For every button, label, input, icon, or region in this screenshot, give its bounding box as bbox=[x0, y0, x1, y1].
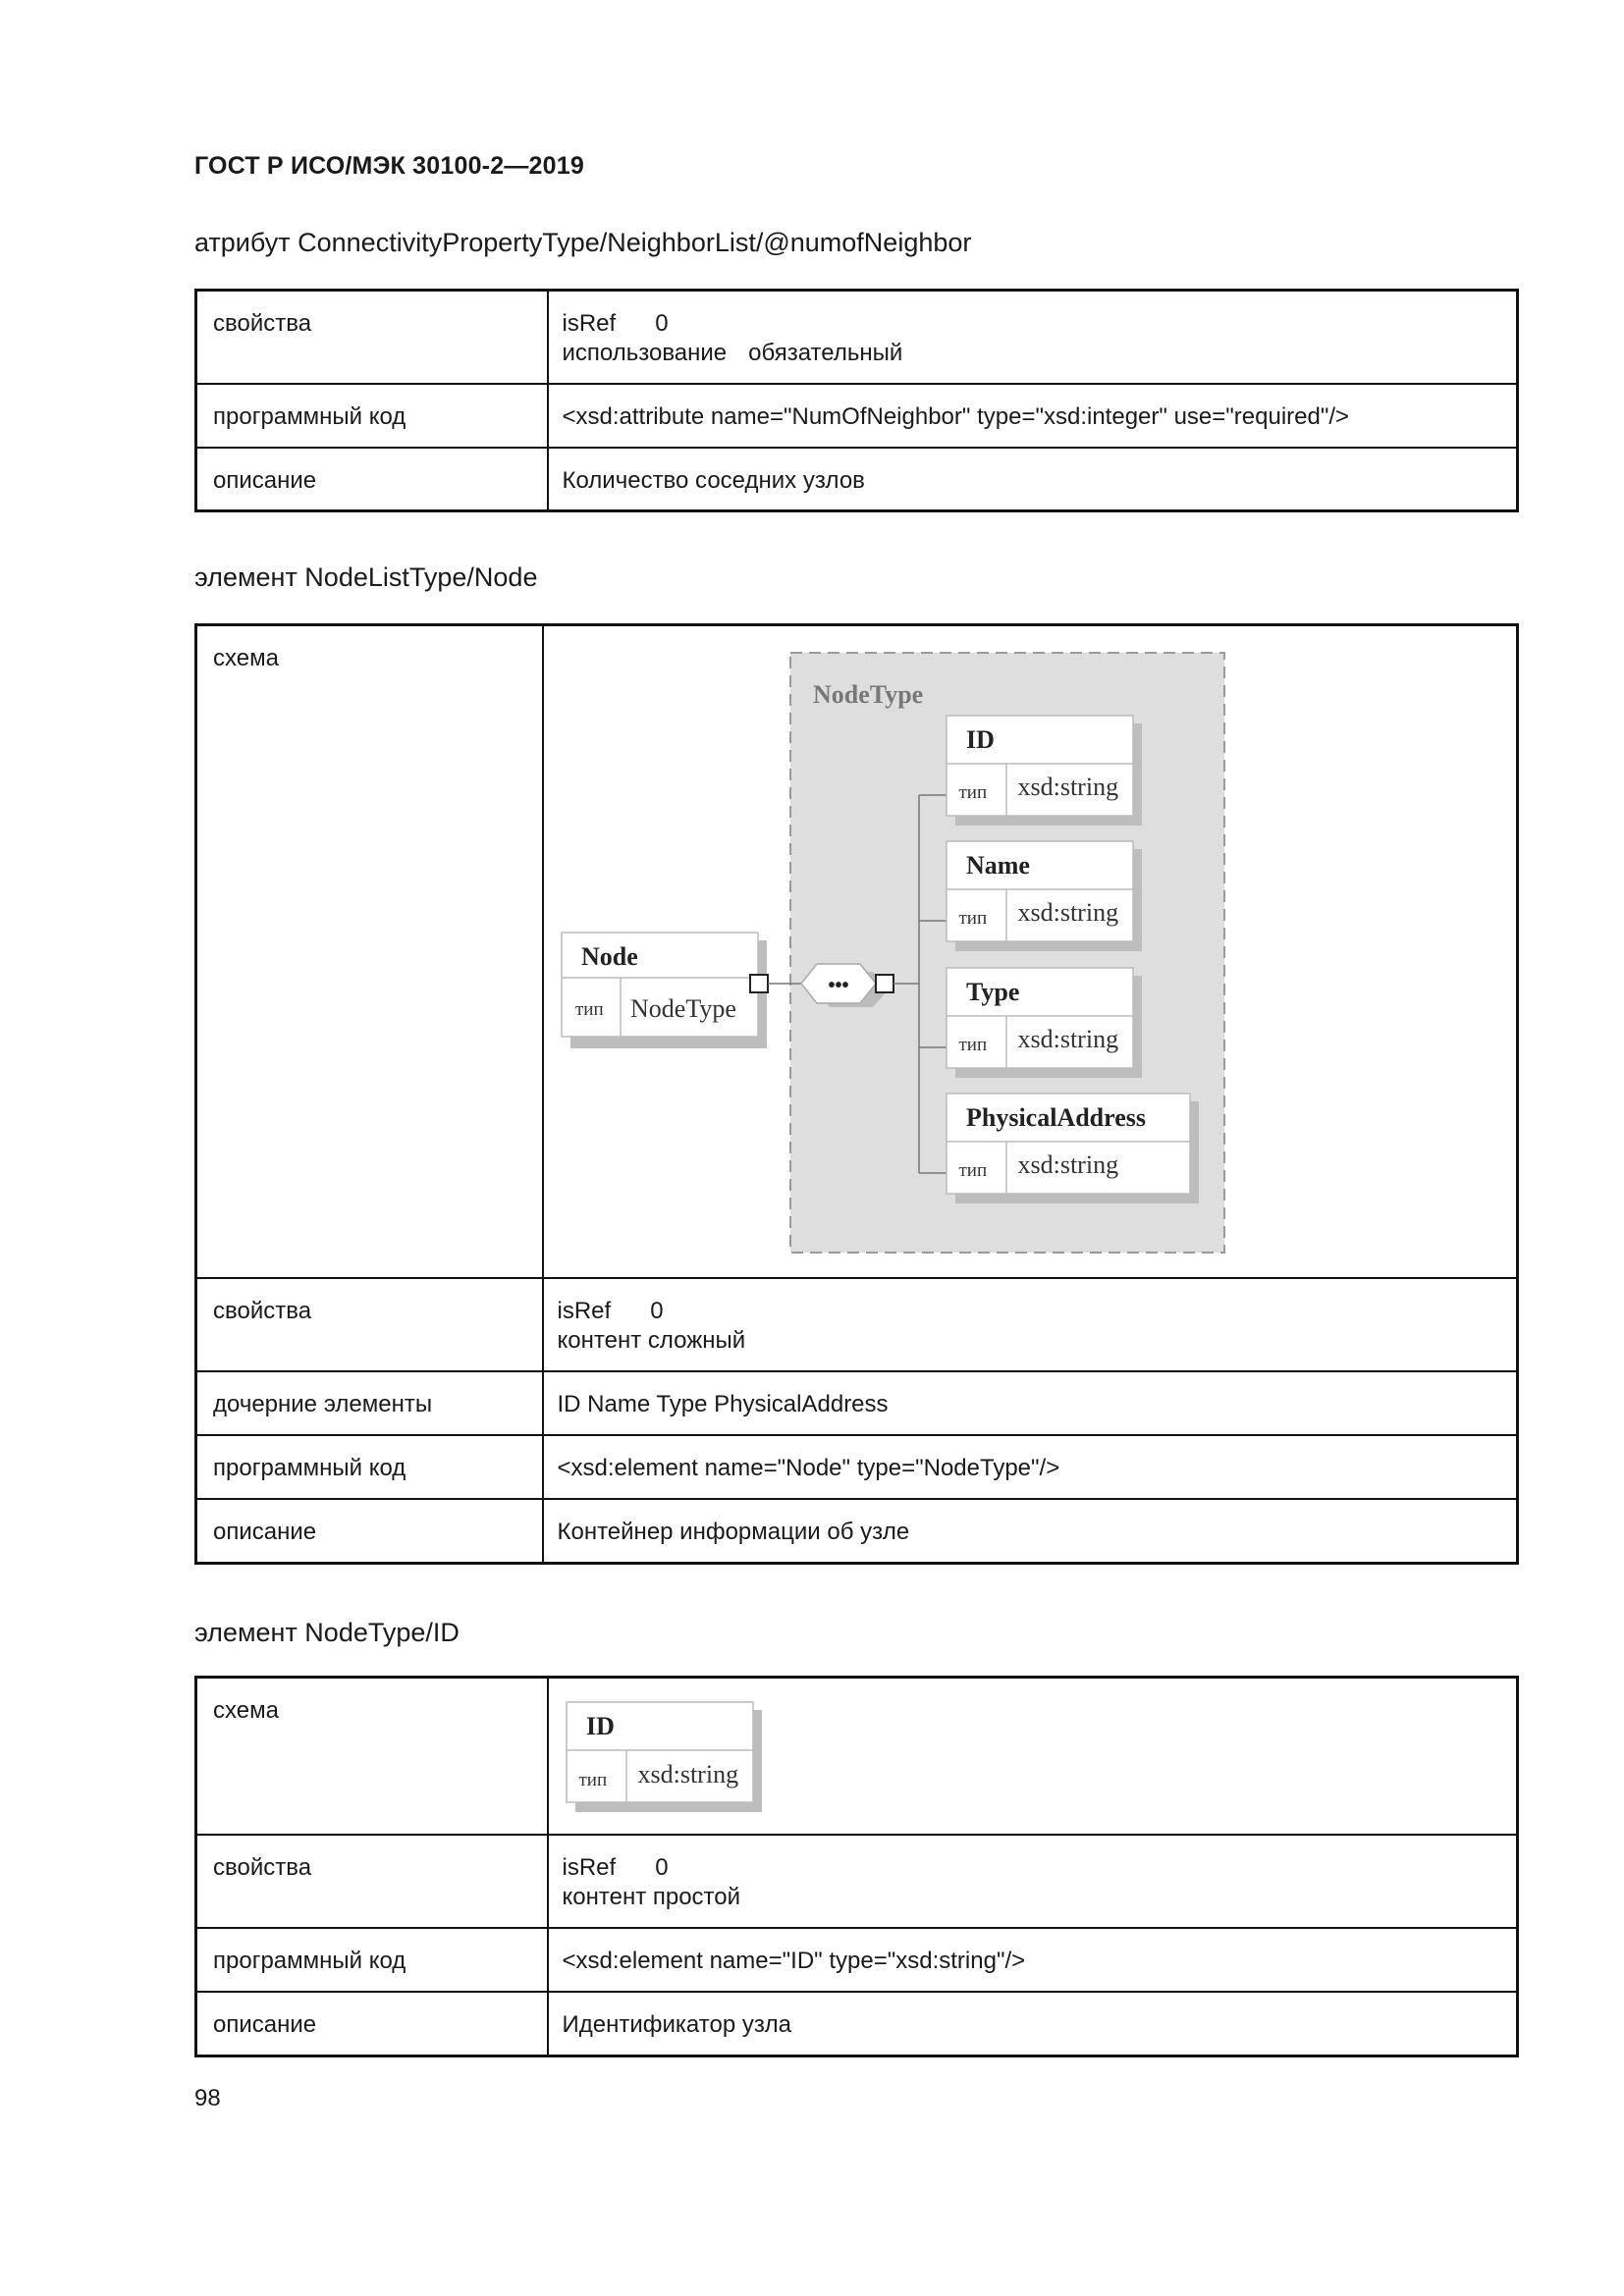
row-label: описание bbox=[196, 1992, 548, 2056]
code-cell: <xsd:element name="Node" type="NodeType"/> bbox=[543, 1435, 1518, 1499]
child-type-value: xsd:string bbox=[1017, 773, 1119, 801]
section-title-node: элемент NodeListType/Node bbox=[194, 562, 538, 592]
child-type-label: тип bbox=[958, 1035, 988, 1055]
id-schema-diagram bbox=[549, 1679, 843, 1834]
code-cell: <xsd:attribute name="NumOfNeighbor" type="xsd:integer" use="required"/> bbox=[548, 384, 1518, 448]
child-name-physicaladdress: PhysicalAddress bbox=[965, 1103, 1146, 1132]
child-type-label: тип bbox=[958, 908, 988, 929]
isref-value: 0 bbox=[650, 1298, 664, 1324]
table-row bbox=[196, 1835, 1518, 1928]
isref-key: isRef bbox=[562, 1854, 617, 1881]
id-spec-table bbox=[194, 1676, 1519, 2057]
row-label: схема bbox=[196, 1678, 548, 1836]
section-title-id: элемент NodeType/ID bbox=[194, 1618, 460, 1647]
properties-cell bbox=[543, 1278, 1518, 1371]
table-row bbox=[196, 1992, 1518, 2056]
node-connector-square bbox=[750, 975, 768, 992]
section-title-attribute: атрибут ConnectivityPropertyType/NeighborList/@numofNeighbor bbox=[194, 228, 972, 257]
child-type-value: xsd:string bbox=[1017, 1025, 1119, 1053]
node-spec-table bbox=[194, 623, 1519, 1565]
child-name-type: Type bbox=[965, 978, 1019, 1006]
schema-cell bbox=[543, 625, 1518, 1279]
isref-value: 0 bbox=[655, 1854, 669, 1881]
page-header: ГОСТ Р ИСО/МЭК 30100-2—2019 bbox=[194, 152, 584, 180]
table-row bbox=[196, 1278, 1518, 1371]
node-type-label: тип bbox=[574, 999, 604, 1020]
node-name: Node bbox=[580, 942, 638, 971]
row-label: описание bbox=[196, 448, 548, 511]
node-type-value: NodeType bbox=[629, 994, 736, 1023]
child-name-id: ID bbox=[965, 725, 995, 754]
description-cell: Контейнер информации об узле bbox=[543, 1499, 1518, 1563]
table-row bbox=[196, 625, 1518, 1279]
schema-cell bbox=[548, 1678, 1518, 1836]
child-type-value: xsd:string bbox=[1017, 1150, 1119, 1179]
row-label: программный код bbox=[196, 384, 548, 448]
table-row bbox=[196, 291, 1518, 384]
row-label: свойства bbox=[196, 1278, 543, 1371]
isref-key: isRef bbox=[557, 1298, 612, 1324]
id-type-value: xsd:string bbox=[637, 1760, 739, 1789]
group-title: NodeType bbox=[812, 680, 923, 709]
sequence-dots: ••• bbox=[827, 975, 849, 996]
code-cell: <xsd:element name="ID" type="xsd:string"/> bbox=[548, 1928, 1518, 1992]
page-number: 98 bbox=[194, 2085, 221, 2111]
table-row bbox=[196, 1499, 1518, 1563]
attribute-spec-table bbox=[194, 289, 1519, 512]
table-row bbox=[196, 448, 1518, 511]
table-row bbox=[196, 1371, 1518, 1435]
use-key: использование bbox=[562, 340, 728, 366]
id-name: ID bbox=[585, 1712, 615, 1740]
description-cell: Количество соседних узлов bbox=[548, 448, 1518, 511]
table-row bbox=[196, 1928, 1518, 1992]
table-row bbox=[196, 384, 1518, 448]
table-row bbox=[196, 1678, 1518, 1836]
content-text: контент простой bbox=[562, 1884, 741, 1910]
properties-cell bbox=[548, 291, 1518, 384]
use-value: обязательный bbox=[748, 340, 903, 366]
sequence-connector-square bbox=[876, 975, 893, 992]
child-name-name: Name bbox=[965, 851, 1030, 880]
child-type-label: тип bbox=[958, 782, 988, 803]
row-label: схема bbox=[196, 625, 543, 1279]
isref-value: 0 bbox=[655, 310, 669, 337]
table-row bbox=[196, 1435, 1518, 1499]
id-type-label: тип bbox=[578, 1770, 608, 1790]
content-text: контент сложный bbox=[557, 1327, 746, 1354]
row-label: программный код bbox=[196, 1435, 543, 1499]
description-cell: Идентификатор узла bbox=[548, 1992, 1518, 2056]
row-label: свойства bbox=[196, 291, 548, 384]
child-type-value: xsd:string bbox=[1017, 898, 1119, 927]
row-label: программный код bbox=[196, 1928, 548, 1992]
row-label: дочерние элементы bbox=[196, 1371, 543, 1435]
properties-cell bbox=[548, 1835, 1518, 1928]
children-cell: ID Name Type PhysicalAddress bbox=[543, 1371, 1518, 1435]
isref-key: isRef bbox=[562, 310, 617, 337]
row-label: описание bbox=[196, 1499, 543, 1563]
row-label: свойства bbox=[196, 1835, 548, 1928]
child-type-label: тип bbox=[958, 1160, 988, 1181]
